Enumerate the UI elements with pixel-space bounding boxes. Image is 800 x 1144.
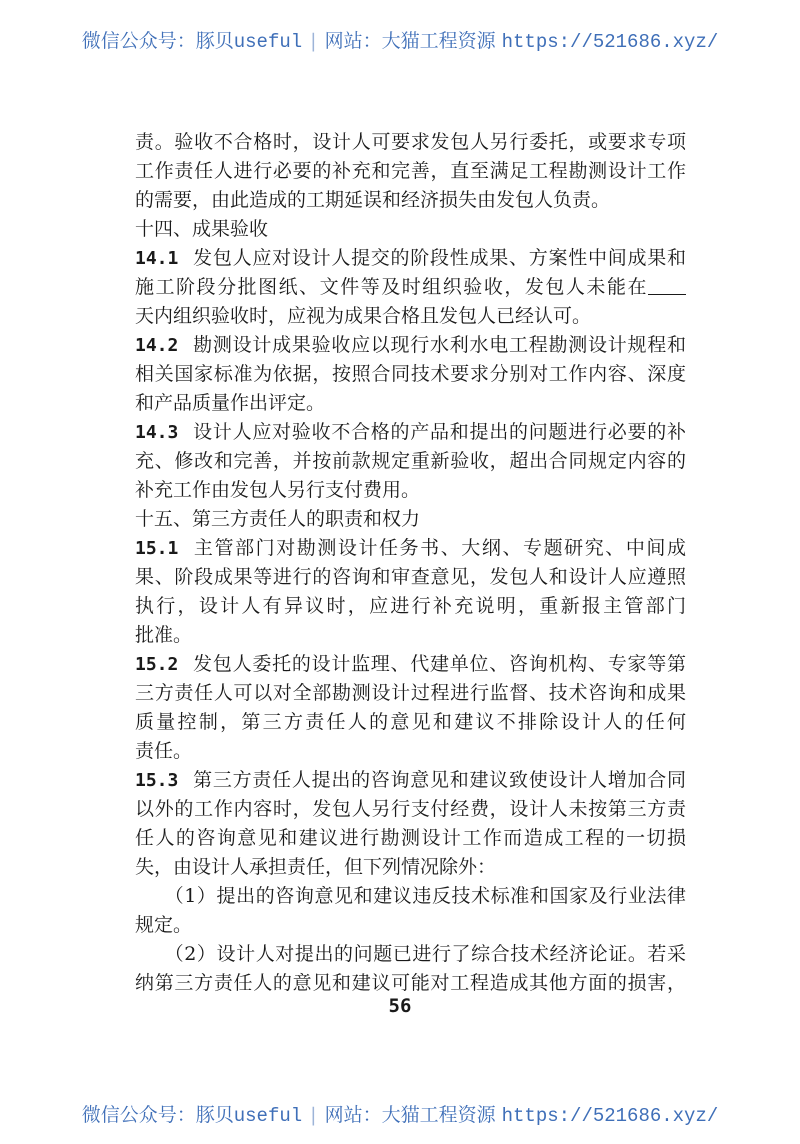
line-text: 十五、第三方责任人的职责和权力: [135, 508, 421, 530]
text-line: [135, 128, 686, 157]
text-line: [135, 476, 686, 505]
line-text: 勘测设计成果验收应以现行水利水电工程勘测设计规程和: [192, 334, 686, 356]
line-text: 纳第三方责任人的意见和建议可能对工程造成其他方面的损害，: [135, 972, 686, 994]
site-url[interactable]: https://521686.xyz/: [501, 31, 719, 53]
text-line: [135, 650, 686, 679]
line-text: 责。验收不合格时，设计人可要求发包人另行委托，或要求专项: [135, 131, 686, 153]
clause-number: 15.1: [135, 538, 179, 559]
line-text: 十四、成果验收: [135, 218, 269, 240]
text-line: [135, 273, 686, 302]
line-text: 质量控制，第三方责任人的意见和建议不排除设计人的任何: [135, 711, 686, 733]
text-line: [135, 447, 686, 476]
text-line: [135, 795, 686, 824]
clause-number: 15.2: [135, 654, 179, 675]
line-text: 失，由设计人承担责任，但下列情况除外：: [135, 856, 497, 878]
text-line: [135, 505, 686, 534]
document-body: [135, 128, 686, 998]
line-text: 天内组织验收时，应视为成果合格且发包人已经认可。: [135, 305, 592, 327]
fill-in-blank: [648, 274, 686, 295]
line-text: 规定。: [135, 914, 193, 936]
line-text: 的需要，由此造成的工期延误和经济损失由发包人负责。: [135, 189, 611, 211]
line-text: 施工阶段分批图纸、文件等及时组织验收，发包人未能在: [135, 276, 648, 298]
text-line: [135, 882, 686, 911]
separator: |: [310, 1104, 317, 1126]
line-text: 发包人应对设计人提交的阶段性成果、方案性中间成果和: [192, 247, 686, 269]
text-line: [135, 418, 686, 447]
clause-number: 14.1: [135, 248, 179, 269]
text-line: [135, 824, 686, 853]
wechat-name: useful: [233, 31, 303, 53]
text-line: [135, 969, 686, 998]
line-text: 第三方责任人提出的咨询意见和建议致使设计人增加合同: [192, 769, 686, 791]
wechat-label: 微信公众号：豚贝: [81, 30, 234, 52]
text-line: [135, 389, 686, 418]
line-text: 主管部门对勘测设计任务书、大纲、专题研究、中间成: [192, 537, 686, 559]
line-text: 果、阶段成果等进行的咨询和审查意见，发包人和设计人应遵照: [135, 566, 686, 588]
site-label: 网站：大猫工程资源: [324, 30, 496, 52]
watermark-header: [0, 26, 800, 53]
line-text: （1）提出的咨询意见和建议违反技术标准和国家及行业法律: [135, 885, 686, 907]
line-text: 批准。: [135, 624, 193, 646]
line-text: （2）设计人对提出的问题已进行了综合技术经济论证。若采: [135, 943, 686, 965]
text-line: [135, 592, 686, 621]
text-line: [135, 534, 686, 563]
line-text: 任人的咨询意见和建议进行勘测设计工作而造成工程的一切损: [135, 827, 686, 849]
text-line: [135, 766, 686, 795]
line-text: 责任。: [135, 740, 193, 762]
line-text: 工作责任人进行必要的补充和完善，直至满足工程勘测设计工作: [135, 160, 686, 182]
text-line: [135, 679, 686, 708]
text-line: [135, 563, 686, 592]
text-line: [135, 302, 686, 331]
line-text: 执行，设计人有异议时，应进行补充说明，重新报主管部门: [135, 595, 686, 617]
text-line: [135, 331, 686, 360]
clause-number: 14.3: [135, 422, 179, 443]
text-line: [135, 157, 686, 186]
site-url[interactable]: https://521686.xyz/: [501, 1105, 719, 1127]
line-text: 以外的工作内容时，发包人另行支付经费，设计人未按第三方责: [135, 798, 686, 820]
text-line: [135, 940, 686, 969]
line-text: 和产品质量作出评定。: [135, 392, 326, 414]
text-line: [135, 244, 686, 273]
line-text: 发包人委托的设计监理、代建单位、咨询机构、专家等第: [192, 653, 686, 675]
line-text: 三方责任人可以对全部勘测设计过程进行监督、技术咨询和成果: [135, 682, 686, 704]
separator: |: [310, 30, 317, 52]
line-text: 充、修改和完善，并按前款规定重新验收，超出合同规定内容的: [135, 450, 686, 472]
wechat-label: 微信公众号：豚贝: [81, 1104, 234, 1126]
clause-number: 14.2: [135, 335, 179, 356]
clause-number: 15.3: [135, 770, 179, 791]
site-label: 网站：大猫工程资源: [324, 1104, 496, 1126]
line-text: 设计人应对验收不合格的产品和提出的问题进行必要的补: [192, 421, 686, 443]
page-number: 56: [388, 995, 412, 1017]
line-text: 相关国家标准为依据，按照合同技术要求分别对工作内容、深度: [135, 363, 686, 385]
text-line: [135, 186, 686, 215]
text-line: [135, 621, 686, 650]
text-line: [135, 360, 686, 389]
watermark-footer: [0, 1100, 800, 1127]
wechat-name: useful: [233, 1105, 303, 1127]
text-line: [135, 737, 686, 766]
text-line: [135, 708, 686, 737]
line-text: 补充工作由发包人另行支付费用。: [135, 479, 421, 501]
text-line: [135, 215, 686, 244]
text-line: [135, 853, 686, 882]
text-line: [135, 911, 686, 940]
